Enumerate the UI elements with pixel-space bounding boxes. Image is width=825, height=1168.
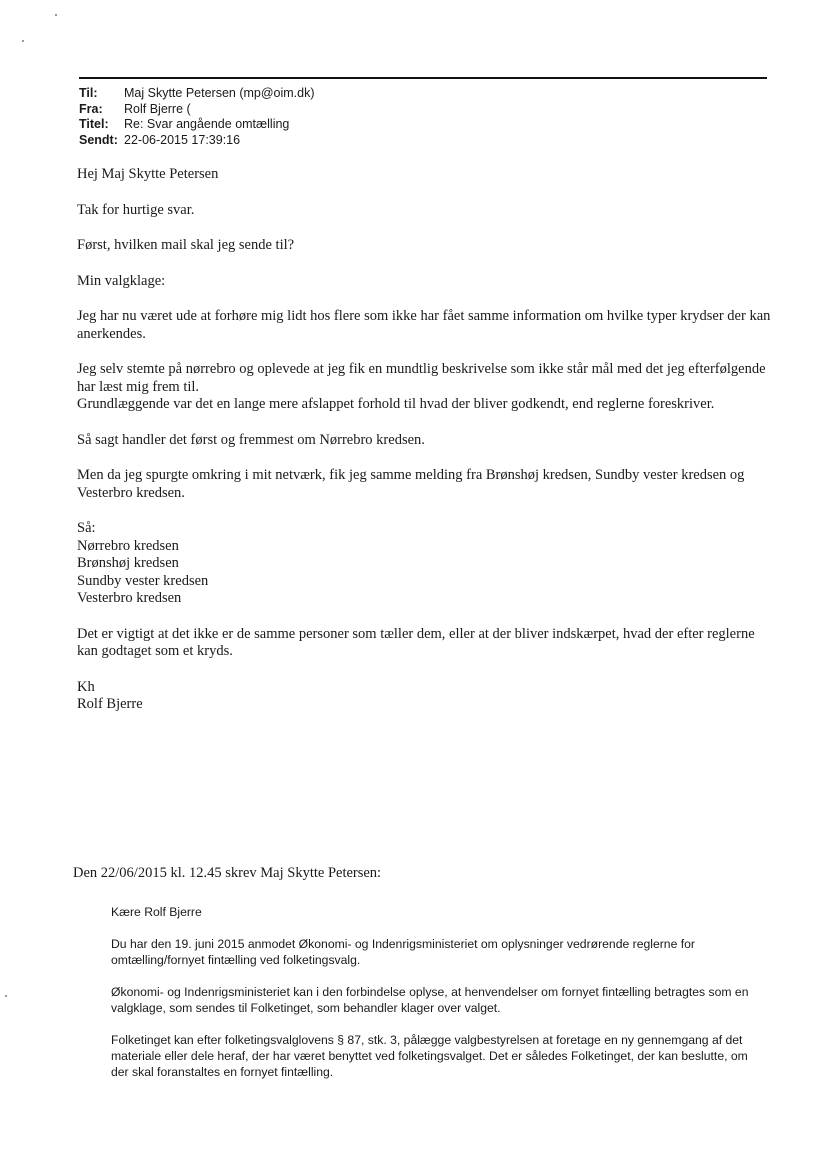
to-label: Til: [79,86,98,100]
sent-value: 22-06-2015 17:39:16 [124,132,241,147]
quoted-paragraph-1: Du har den 19. juni 2015 anmodet Økonomi- og Indenrigsministeriet om oplysninger vedrørende reglerne for omtælling/fornyet fintælling ved folketingsvalg. [111,937,695,967]
email-body [77,166,777,732]
paragraph-2 [77,361,777,414]
from-row [79,102,315,118]
email-header [79,86,315,148]
paragraph-1: Jeg har nu været ude at forhøre mig lidt hos flere som ikke har fået samme information om hvilke typer krydser der kan anerkendes. [77,308,771,342]
thanks-line: Tak for hurtige svar. [77,201,195,218]
scan-speck [5,995,7,997]
sent-row [79,133,315,149]
quote-intro: Den 22/06/2015 kl. 12.45 skrev Maj Skytte Petersen: [73,865,382,881]
to-value: Maj Skytte Petersen (mp@oim.dk) [124,86,315,100]
signature-name: Rolf Bjerre [77,696,143,712]
quoted-paragraph-2: Økonomi- og Indenrigsministeriet kan i den forbindelse oplyse, at henvendelser om fornyet fintælling betragtes som en valgklage, som sendes til Folketinget, som behandler klager over valget. [111,985,749,1015]
quoted-message [111,904,761,1096]
to-row [79,86,315,102]
from-label: Fra: [79,101,103,116]
list-item: Nørrebro kredsen [77,537,179,554]
paragraph-2-line-1: Jeg selv stemte på nørrebro og oplevede at jeg fik en mundtlig beskrivelse som ikke står mål med det jeg efterfølgende har læst mig frem til. [77,361,766,395]
district-list [77,520,777,608]
paragraph-4: Men da jeg spurgte omkring i mit netværk, fik jeg samme melding fra Brønshøj kredsen, Sundby vester kredsen og Vesterbro kredsen. [77,467,745,501]
quoted-paragraph-3: Folketinget kan efter folketingsvalglovens § 87, stk. 3, pålægge valgbestyrelsen at foretage en ny gennemgang af det materiale eller dele heraf, der har været benyttet ved folketingsvalget. Det er således Folketinget, der kan beslutte, om der skal foranstaltes en fornyet fintælling. [111,1033,748,1079]
scan-speck [22,40,24,42]
greeting: Hej Maj Skytte Petersen [77,166,219,182]
list-intro: Så: [77,520,96,536]
paragraph-5: Det er vigtigt at det ikke er de samme personer som tæller dem, eller at der bliver indskærpet, hvad der efter reglerne kan godtaget som et kryds. [77,625,755,659]
complaint-heading: Min valgklage: [77,272,166,289]
quoted-salutation: Kære Rolf Bjerre [111,905,202,919]
scan-speck [55,14,57,16]
subject-label: Titel: [79,117,109,131]
signature-block [77,679,777,714]
from-value: Rolf Bjerre ( [124,101,191,116]
paragraph-2-line-2: Grundlæggende var det en lange mere afslappet forhold til hvad der bliver godkendt, end reglerne foreskriver. [77,396,715,412]
sent-label: Sendt: [79,132,118,147]
list-item: Brønshøj kredsen [77,555,179,571]
header-divider [79,77,767,79]
subject-row [79,117,315,133]
paragraph-3: Så sagt handler det først og fremmest om Nørrebro kredsen. [77,431,425,448]
closing: Kh [77,678,95,695]
list-item: Sundby vester kredsen [77,572,209,589]
list-item: Vesterbro kredsen [77,590,182,606]
subject-value: Re: Svar angående omtælling [124,117,290,131]
question-line: Først, hvilken mail skal jeg sende til? [77,237,295,253]
